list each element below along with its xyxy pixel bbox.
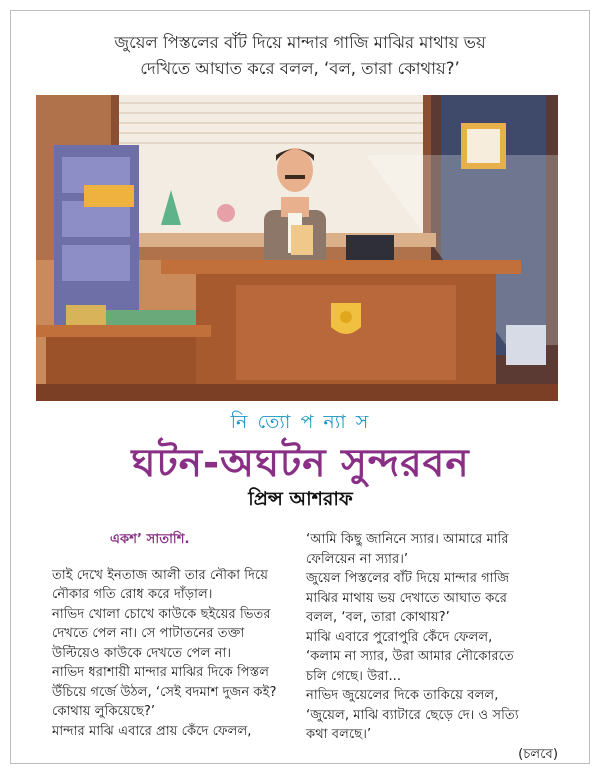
text-line: নাভিদ জুয়েলের দিকে তাকিয়ে বলল, <box>306 688 499 703</box>
author-name: প্রিন্স আশরাফ <box>248 488 353 510</box>
text-line: মাঝি এবারে পুরোপুরি কেঁদে ফেলল, <box>306 629 493 645</box>
caption-line-2: দেখিতে আঘাত করে বলল, ‘বল, তারা কোথায়?’ <box>140 59 460 78</box>
article-right-column <box>306 530 558 764</box>
text-line: ‘আমি কিছু জানিনে স্যার। আমারে মারি <box>306 532 509 547</box>
caption-line-1: জুয়েল পিস্তলের বাঁট দিয়ে মান্দার গাজি মাঝির মাথায় ভয় <box>114 33 486 52</box>
text-line: মাঝির মাথায় ভয় দেখাতে আঘাত করে <box>306 590 507 606</box>
text-line: কথা বলছে।’ <box>306 727 372 742</box>
chapter-heading: একশ’ সাতাশি. <box>110 532 190 547</box>
text-line: ‘জুয়েল, মাঝি ব্যাটারে ছেড়ে দে। ও সত্যি <box>306 707 519 723</box>
text-line: নৌকার গতি রোধ করে দাঁড়াল। <box>52 587 213 602</box>
text-line: জুয়েল পিস্তলের বাঁট দিয়ে মান্দার গাজি <box>306 571 510 586</box>
text-line: দেখতে পেল না। সে পাটাতনের তক্তা <box>52 626 245 641</box>
text-line: উল্টিয়েও কাউকে দেখতে পেল না। <box>52 645 232 661</box>
text-line: উঁচিয়ে গর্জে উঠল, ‘সেই বদমাশ দুজন কই? <box>52 684 277 700</box>
text-line: নাভিদ খোলা চোখে কাউকে ছইয়ের ভিতর <box>52 606 271 622</box>
text-line: বলল, ‘বল, তারা কোথায়?’ <box>306 610 450 625</box>
text-line: নাভিদ ধরাশায়ী মান্দার মাঝির দিকে পিস্তল <box>52 665 270 680</box>
article-left-column <box>52 530 292 741</box>
series-label: নি ত্যো প ন্যা স <box>230 411 371 433</box>
text-line: কোথায় লুকিয়েছে?’ <box>52 704 156 719</box>
text-line: ‘কলাম না স্যার, উরা আমার নৌকোরতে <box>306 649 514 664</box>
story-title: ঘটন-অঘটন সুন্দরবন <box>131 441 470 486</box>
text-line: মান্দার মাঝি এবারে প্রায় কেঁদে ফেলল, <box>52 723 252 739</box>
text-line: তাই দেখে ইনতাজ আলী তার নৌকা দিয়ে <box>52 567 268 583</box>
continued-label: (চলবে) <box>518 746 558 762</box>
image-caption <box>30 30 570 82</box>
text-line: চলি গেছে। উরা... <box>306 668 402 684</box>
office-illustration <box>36 95 558 401</box>
text-line: ফেলিয়েন না স্যার।’ <box>306 551 409 567</box>
